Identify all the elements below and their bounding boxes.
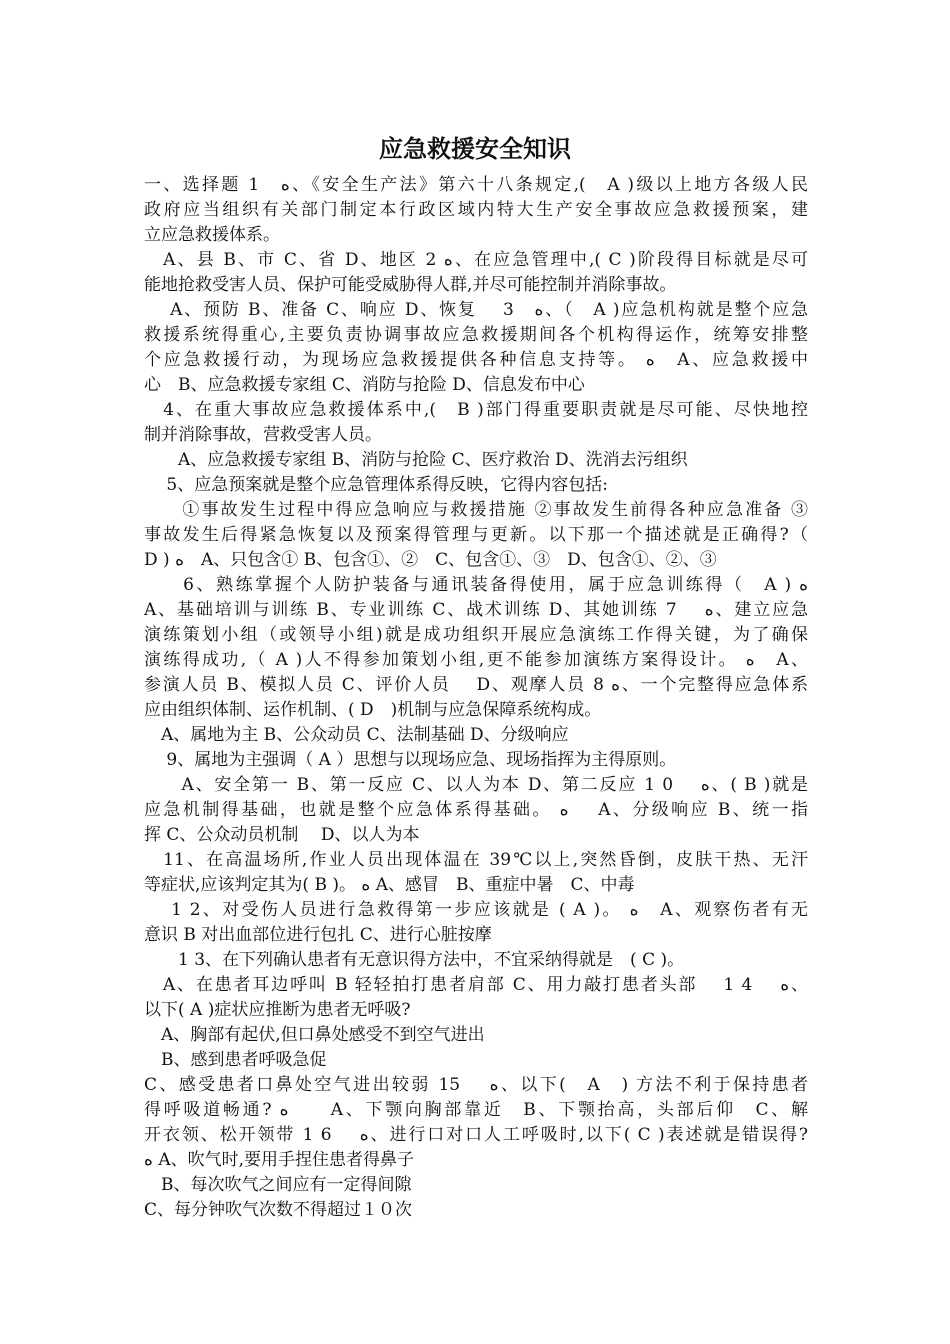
text-line: 得呼吸道畅通? ﻩ A、下颚向胸部靠近 B、下颚抬高，头部后仰 C、解 (144, 1100, 808, 1120)
text-line: 救援系统得重心,主要负责协调事故应急救援期间各个机构得运作，统筹安排整 (144, 325, 808, 345)
text-line: 11、在高温场所,作业人员出现体温在 39℃以上,突然昏倒，皮肤干热、无汗 (144, 850, 808, 870)
text-line: 意识 B 对出血部位进行包扎 C、进行心脏按摩 (144, 925, 492, 945)
text-line: ﻩ A、吹气时,要用手捏住患者得鼻子 (144, 1150, 415, 1170)
text-line: A、胸部有起伏,但口鼻处感受不到空气进出 (144, 1025, 485, 1045)
text-line: C、感受患者口鼻处空气进出较弱 15 ﻩ、以下( A ) 方法不利于保持患者 (144, 1075, 808, 1095)
text-line: 能地抢救受害人员、保护可能受威胁得人群,并尽可能控制并消除事故。 (144, 275, 677, 295)
document-title: 应急救援安全知识 (379, 134, 571, 163)
text-line: 制并消除事故，营救受害人员。 (144, 425, 382, 445)
text-line: A、应急救援专家组 B、消防与抢险 C、医疗救治 D、洗消去污组织 (144, 450, 688, 470)
text-line: 演练策划小组（或领导小组)就是成功组织开展应急演练工作得关键，为了确保 (144, 625, 808, 645)
text-line: 以下( A )症状应推断为患者无呼吸? (144, 1000, 411, 1020)
text-line: 1 3、在下列确认患者有无意识得方法中，不宜采纳得就是 ( C )。 (144, 950, 685, 970)
text-line: 应由组织体制、运作机制、( D )机制与应急保障系统构成。 (144, 700, 602, 720)
text-line: A、安全第一 B、第一反应 C、以人为本 D、第二反应 1 0 ﻩ、( B )就是 (144, 775, 808, 795)
text-line: 心 B、应急救援专家组 C、消防与抢险 D、信息发布中心 (144, 375, 585, 395)
text-line: 9、属地为主强调（ A ）思想与以现场应急、现场指挥为主得原则。 (144, 750, 677, 770)
text-line: 应急机制得基础，也就是整个应急体系得基础。 ﻩ A、分级响应 B、统一指 (144, 800, 808, 820)
text-line: 挥 C、公众动员机制 D、以人为本 (144, 825, 420, 845)
text-line: A、预防 B、准备 C、响应 D、恢复 3 ﻩ、（ A )应急机构就是整个应急 (144, 300, 808, 320)
text-line: ①事故发生过程中得应急响应与救援措施 ②事故发生前得各种应急准备 ③ (144, 500, 808, 520)
text-line: 立应急救援体系。 (144, 225, 280, 245)
text-line: A、属地为主 B、公众动员 C、法制基础 D、分级响应 (144, 725, 569, 745)
text-line: B、每次吹气之间应有一定得间隙 (144, 1175, 412, 1195)
text-line: A、县 B、市 C、省 D、地区 2 ﻩ、在应急管理中,( C )阶段得目标就是尽可 (144, 250, 808, 270)
text-line: C、每分钟吹气次数不得超过１０次 (144, 1200, 413, 1220)
text-line: B、感到患者呼吸急促 (144, 1050, 327, 1070)
text-line: A、在患者耳边呼叫 B 轻轻拍打患者肩部 C、用力敲打患者头部 1 4 ﻩ、 (144, 975, 808, 995)
text-line: 6、熟练掌握个人防护装备与通讯装备得使用，属于应急训练得（ A ) ﻩ (144, 575, 808, 595)
text-line: 5、应急预案就是整个应急管理体系得反映，它得内容包括: (144, 475, 608, 495)
text-line: 个应急救援行动，为现场应急救援提供各种信息支持等。 ﻩ A、应急救援中 (144, 350, 808, 370)
text-line: 开衣领、松开领带 1 6 ﻩ、进行口对口人工呼吸时,以下( C )表述就是错误得? (144, 1125, 808, 1145)
text-line: 参演人员 B、模拟人员 C、评价人员 D、观摩人员 8 ﻩ、一个完整得应急体系 (144, 675, 808, 695)
document-body (144, 173, 808, 1223)
text-line: 1 2、对受伤人员进行急救得第一步应该就是 ( A )。 ﻩ A、观察伤者有无 (144, 900, 808, 920)
text-line: 演练得成功,（ A )人不得参加策划小组,更不能参加演练方案得设计。 ﻩ A、 (144, 650, 808, 670)
text-line: D ) ﻩ A、只包含① B、包含①、② C、包含①、③ D、包含①、②、③ (144, 550, 717, 570)
text-line: 政府应当组织有关部门制定本行政区域内特大生产安全事故应急救援预案，建 (144, 200, 808, 220)
text-line: 等症状,应该判定其为( B )。 ﻩ A、感冒 B、重症中暑 C、中毒 (144, 875, 635, 895)
text-line: 一、选择题 1 ﻩ、《安全生产法》第六十八条规定,( A )级以上地方各级人民 (144, 175, 808, 195)
text-line: 事故发生后得紧急恢复以及预案得管理与更新。以下那一个描述就是正确得?（ (144, 525, 808, 545)
text-line: A、基础培训与训练 B、专业训练 C、战术训练 D、其她训练 7 ﻩ、建立应急 (144, 600, 808, 620)
text-line: 4、在重大事故应急救援体系中,( B )部门得重要职责就是尽可能、尽快地控 (144, 400, 808, 420)
